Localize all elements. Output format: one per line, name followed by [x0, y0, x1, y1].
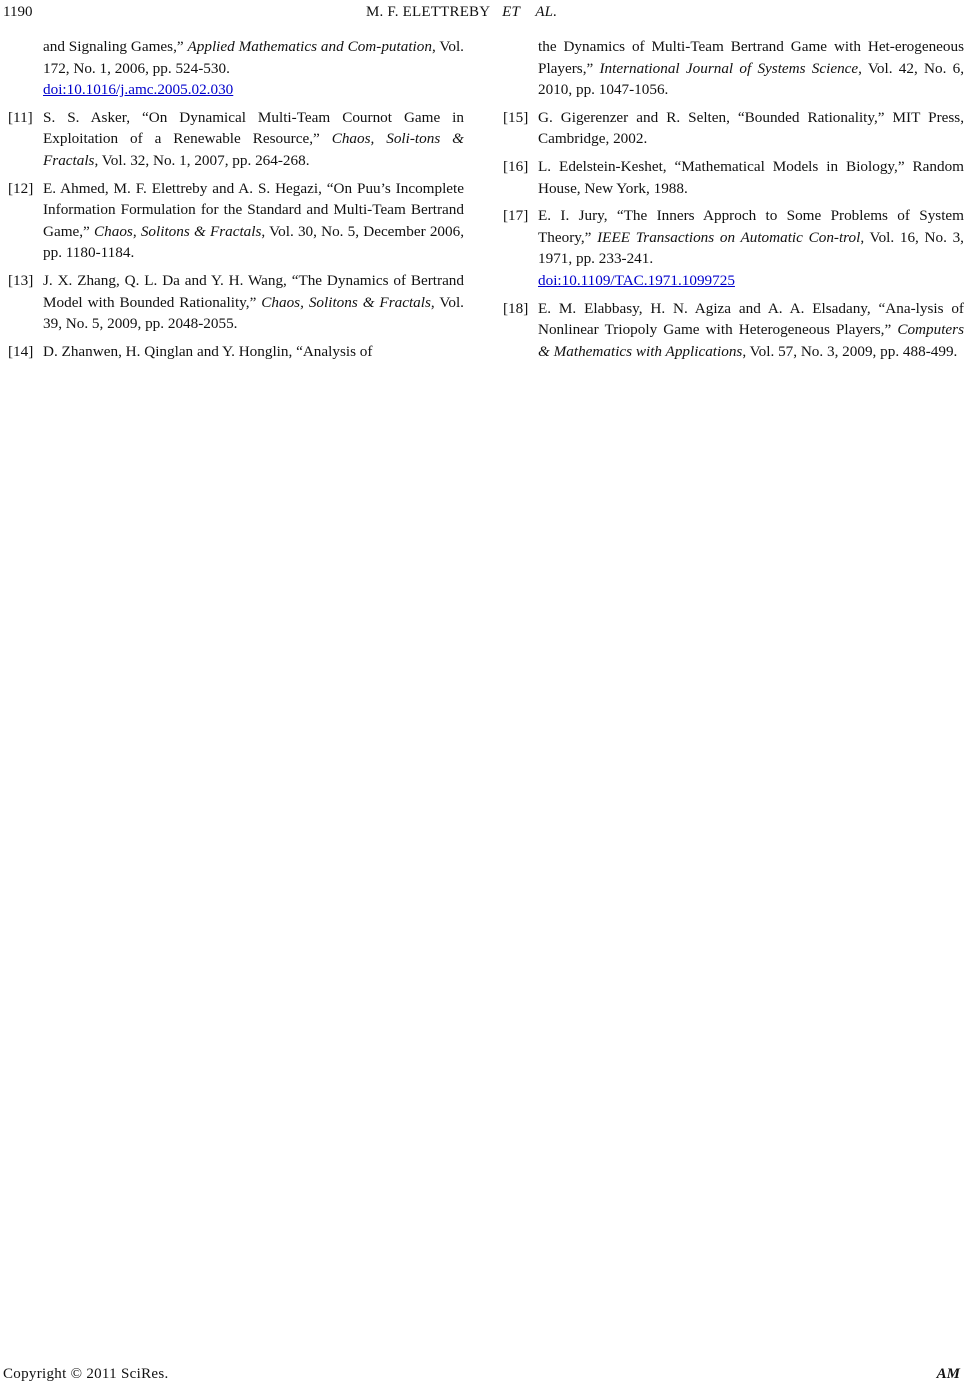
reference-continuation: [503, 36, 964, 101]
reference-text: , Vol. 39, No. 5, 2009, pp. 2048-2055.: [43, 293, 464, 333]
journal-title: International Journal of Systems Science: [599, 59, 859, 77]
journal-title: Chaos, Soli-tons & Fractals: [43, 130, 464, 169]
copyright-notice: Copyright © 2011 SciRes.: [3, 1366, 169, 1382]
journal-title: Solitons & Fractals: [140, 222, 262, 240]
reference-text: , Vol. 172, No. 1, 2006, pp. 524-530.: [43, 38, 464, 77]
reference-text: S. S. Asker, “On Dynamical Multi-Team Cournot Game in Exploitation of a Renewable Resource,”: [43, 108, 464, 148]
reference-item: [8, 270, 464, 335]
reference-text: D. Zhanwen, H. Qinglan and Y. Honglin, “Analysis of: [43, 342, 373, 360]
reference-text: L. Edelstein-Keshet, “Mathematical Models in Biology,” Random House, New York, 1988.: [538, 157, 964, 197]
journal-title: Applied Mathematics and Com-putation: [187, 38, 432, 55]
reference-item: [8, 341, 464, 363]
journal-title: Chaos: [94, 222, 133, 240]
reference-text: , Vol. 32, No. 1, 2007, pp. 264-268.: [94, 151, 310, 169]
page-header: [0, 2, 966, 26]
running-head-etal: ET AL.: [502, 4, 558, 20]
reference-number: [17]: [503, 207, 529, 225]
reference-number: [15]: [503, 108, 529, 126]
journal-title: Chaos, Solitons & Fractals: [261, 293, 431, 311]
reference-number: [13]: [8, 271, 34, 289]
reference-item: [8, 107, 464, 172]
reference-text: G. Gigerenzer and R. Selten, “Bounded Rationality,” MIT Press, Cambridge, 2002.: [538, 108, 964, 148]
reference-text: , Vol. 42, No. 6, 2010, pp. 1047-1056.: [538, 59, 965, 99]
reference-item: [503, 156, 964, 199]
reference-continuation: [8, 36, 464, 101]
running-head-authors: M. F. ELETTREBY: [366, 4, 491, 20]
journal-abbreviation: AM: [936, 1366, 960, 1382]
reference-text: , Vol. 16, No. 3, 1971, pp. 233-241.: [538, 228, 964, 268]
left-column: [8, 36, 464, 368]
running-head: [366, 2, 557, 24]
reference-text: E. I. Jury, “The Inners Approch to Some Problems of System Theory,”: [538, 207, 964, 246]
page-footer: [0, 1364, 966, 1386]
reference-text: and Signaling Games,”: [43, 38, 188, 55]
reference-text: E. Ahmed, M. F. Elettreby and A. S. Hegazi, “On Puu’s Incomplete Information Formulation for the Standard and Multi-Team Bertrand Game,”: [43, 179, 464, 240]
reference-text: ,: [132, 222, 141, 240]
reference-number: [18]: [503, 299, 529, 317]
page-number: 1190: [3, 4, 33, 20]
reference-text: the Dynamics of Multi-Team Bertrand Game with Het-erogeneous Players,”: [538, 38, 964, 77]
journal-title: Computers & Mathematics with Applications: [538, 321, 964, 360]
reference-number: [11]: [8, 108, 33, 126]
reference-text: J. X. Zhang, Q. L. Da and Y. H. Wang, “The Dynamics of Bertrand Model with Bounded Rationality,”: [43, 271, 464, 311]
reference-item: [503, 205, 964, 291]
right-column: [503, 36, 964, 368]
reference-text: E. M. Elabbasy, H. N. Agiza and A. A. Elsadany, “Ana-lysis of Nonlinear Triopoly Game with Heterogeneous Players,”: [538, 299, 964, 339]
reference-number: [14]: [8, 342, 34, 360]
reference-item: [503, 298, 964, 363]
doi-link[interactable]: doi:10.1109/TAC.1971.1099725: [538, 271, 735, 289]
reference-text: , Vol. 30, No. 5, December 2006, pp. 1180-1184.: [43, 222, 464, 262]
reference-text: , Vol. 57, No. 3, 2009, pp. 488-499.: [742, 342, 958, 360]
journal-title: IEEE Transactions on Automatic Con-trol: [597, 228, 861, 246]
reference-number: [16]: [503, 157, 529, 175]
reference-item: [503, 107, 964, 150]
reference-number: [12]: [8, 179, 34, 197]
reference-item: [8, 178, 464, 264]
doi-link[interactable]: doi:10.1016/j.amc.2005.02.030: [43, 81, 234, 99]
